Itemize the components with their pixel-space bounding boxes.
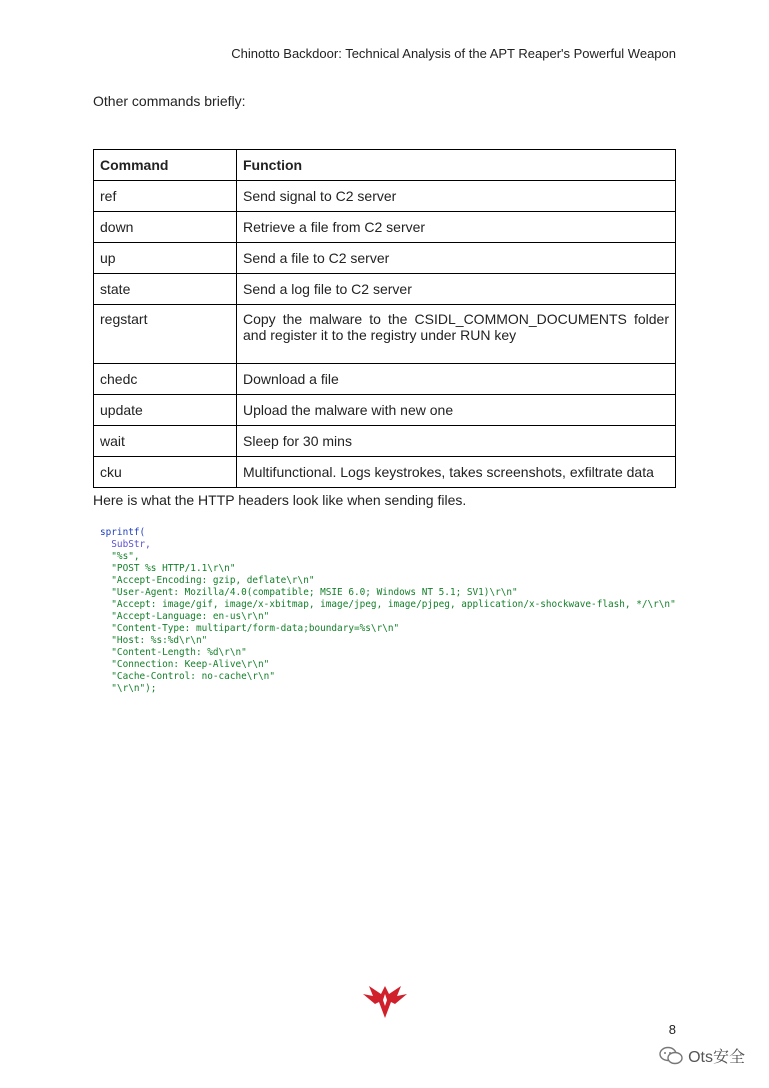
cell-command: down [94,212,237,243]
cell-command: chedc [94,364,237,395]
table-row [94,243,676,274]
cell-function: Multifunctional. Logs keystrokes, takes screenshots, exfiltrate data [237,457,676,488]
code-line: "Cache-Control: no-cache\r\n" [100,671,275,682]
code-line: "Connection: Keep-Alive\r\n" [100,659,270,670]
watermark-text: Ots安全 [688,1049,745,1066]
code-line: "Content-Length: %d\r\n" [100,647,247,658]
code-line: "POST %s HTTP/1.1\r\n" [100,563,236,574]
code-line: "Host: %s:%d\r\n" [100,635,208,646]
cell-command: ref [94,181,237,212]
cell-command: wait [94,426,237,457]
table-row [94,305,676,364]
code-line: "\r\n"); [100,683,157,694]
code-line: SubStr, [100,539,151,550]
code-snippet [100,527,680,697]
http-headers-caption: Here is what the HTTP headers look like when sending files. [93,492,467,508]
table-row [94,426,676,457]
cell-function: Copy the malware to the CSIDL_COMMON_DOCUMENTS folder and register it to the registry under RUN key [237,305,676,364]
cell-function: Download a file [237,364,676,395]
running-header: Chinotto Backdoor: Technical Analysis of the APT Reaper's Powerful Weapon [231,46,676,61]
header-function: Function [237,150,676,181]
table-row [94,457,676,488]
cell-function: Sleep for 30 mins [237,426,676,457]
cell-command: cku [94,457,237,488]
cell-function: Send signal to C2 server [237,181,676,212]
cell-command: update [94,395,237,426]
code-line: "Accept-Encoding: gzip, deflate\r\n" [100,575,315,586]
code-line: "Accept-Language: en-us\r\n" [100,611,270,622]
code-line: "User-Agent: Mozilla/4.0(compatible; MSIE 6.0; Windows NT 5.1; SV1)\r\n" [100,587,518,598]
table-row [94,212,676,243]
wechat-icon [658,1046,684,1066]
commands-table [93,149,676,488]
header-command: Command [94,150,237,181]
cell-command: state [94,274,237,305]
page-number: 8 [668,1022,676,1037]
code-line: "Accept: image/gif, image/x-xbitmap, image/jpeg, image/pjpeg, application/x-shockwave-flash, */\r\n" [100,599,676,610]
cell-command: up [94,243,237,274]
intro-text: Other commands briefly: [93,93,246,109]
table-row [94,181,676,212]
eagle-logo-icon [361,980,409,1020]
code-line: "Content-Type: multipart/form-data;boundary=%s\r\n" [100,623,400,634]
code-line: "%s", [100,551,140,562]
cell-function: Send a log file to C2 server [237,274,676,305]
code-line: sprintf( [100,527,146,538]
cell-function: Upload the malware with new one [237,395,676,426]
cell-function: Retrieve a file from C2 server [237,212,676,243]
table-row [94,395,676,426]
cell-function: Send a file to C2 server [237,243,676,274]
table-row [94,364,676,395]
table-header-row [94,150,676,181]
cell-command: regstart [94,305,237,364]
watermark [658,1044,745,1067]
table-row [94,274,676,305]
